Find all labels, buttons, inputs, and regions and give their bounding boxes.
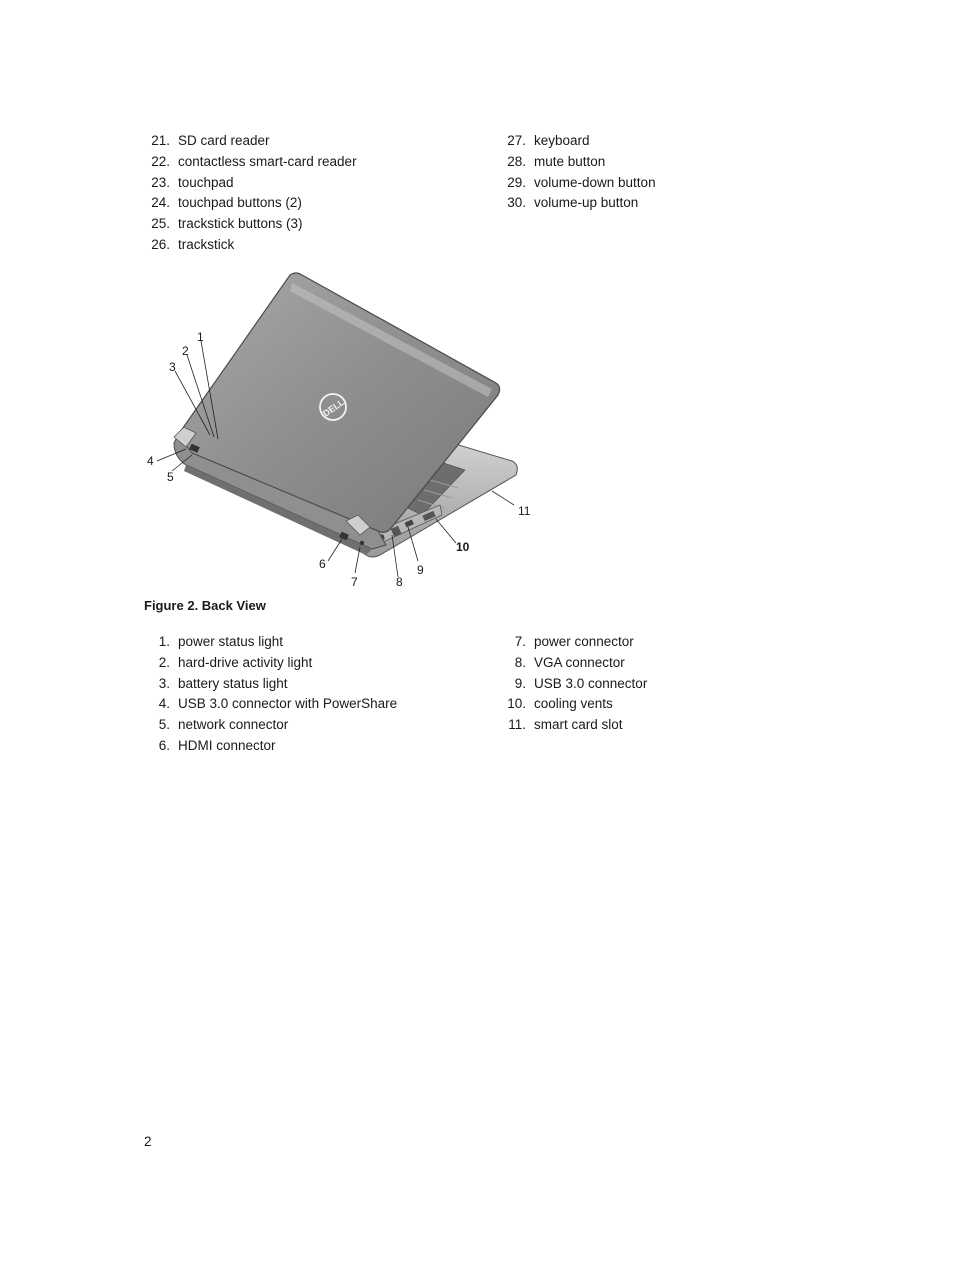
- callout-10: 10: [456, 540, 470, 554]
- callout-6: 6: [319, 557, 326, 571]
- list-item: 7. power connector: [514, 634, 634, 649]
- svg-text:DELL: DELL: [321, 396, 347, 419]
- list-item: 10. cooling vents: [507, 696, 613, 712]
- callout-5: 5: [167, 470, 174, 484]
- page-number: 2: [144, 1134, 152, 1149]
- list-item: 26. trackstick: [151, 236, 235, 252]
- list-item: 6. HDMI connector: [158, 737, 276, 753]
- list-item: 8. VGA connector: [514, 654, 625, 670]
- callout-9: 9: [417, 563, 424, 577]
- list-item: 28. mute button: [507, 153, 606, 169]
- list-item: 4. USB 3.0 connector with PowerShare: [158, 696, 398, 712]
- callout-1: 1: [197, 330, 204, 344]
- list-item: 3. battery status light: [158, 675, 288, 691]
- list-item: 2. hard-drive activity light: [158, 654, 313, 670]
- bottom-list-right: [496, 632, 648, 736]
- top-list-left: [140, 131, 357, 256]
- callout-11: 11: [518, 504, 531, 518]
- callout-3: 3: [169, 360, 176, 374]
- callout-7: 7: [351, 575, 358, 589]
- list-item: 21. SD card reader: [151, 133, 270, 148]
- callout-4: 4: [147, 454, 154, 468]
- list-item: 25. trackstick buttons (3): [151, 216, 303, 232]
- top-list-right: [496, 131, 656, 214]
- list-item: 9. USB 3.0 connector: [514, 675, 648, 691]
- callout-2: 2: [182, 344, 189, 358]
- list-item: 5. network connector: [158, 717, 289, 733]
- list-item: 23. touchpad: [151, 174, 234, 190]
- list-item: 22. contactless smart-card reader: [151, 153, 357, 169]
- list-item: 30. volume-up button: [507, 195, 639, 211]
- list-item: 11. smart card slot: [508, 717, 623, 733]
- list-item: 24. touchpad buttons (2): [151, 195, 302, 211]
- list-item: 1. power status light: [158, 634, 284, 649]
- figure-caption: Figure 2. Back View: [144, 598, 266, 613]
- laptop-back-view-illustration: [140, 265, 540, 595]
- list-item: 27. keyboard: [507, 133, 590, 148]
- list-item: 29. volume-down button: [507, 174, 656, 190]
- callout-8: 8: [396, 575, 403, 589]
- bottom-list-left: [140, 632, 398, 757]
